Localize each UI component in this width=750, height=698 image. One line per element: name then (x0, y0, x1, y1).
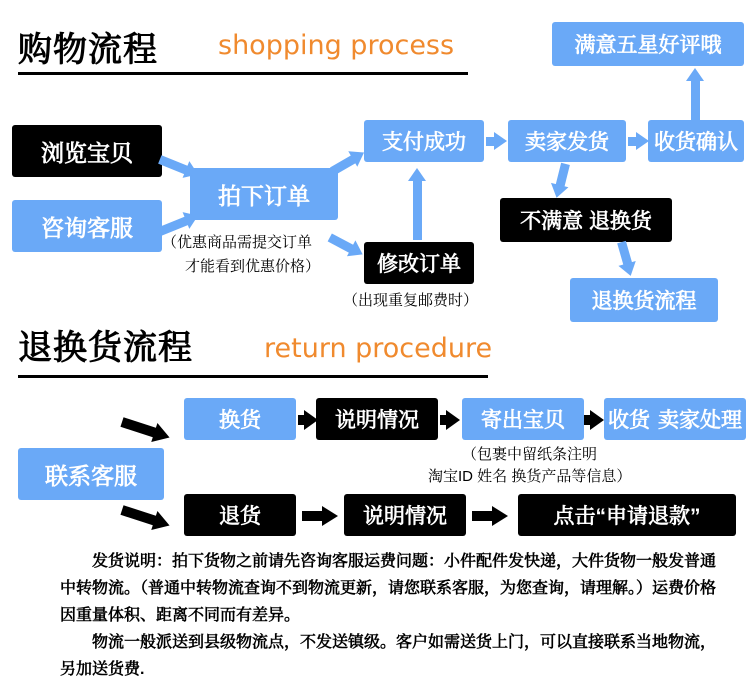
arrow-ship-to-confirm (628, 132, 650, 150)
arrow-exchange-to-explain1 (298, 410, 318, 430)
arrow-browse-to-order (157, 151, 205, 184)
arrow-ship-to-notsatisfied (548, 162, 576, 202)
node-seller-handle-label: 卖家处理 (658, 409, 742, 432)
note-discount-line1: （优惠商品需提交订单 (162, 234, 313, 251)
section-divider-shopping (18, 72, 468, 75)
node-place-order[interactable]: 拍下订单 (190, 168, 338, 220)
arrow-send-to-receive (584, 410, 606, 430)
note-duplicate-freight: （出现重复邮费时） (343, 292, 479, 309)
node-send-item[interactable]: 寄出宝贝 (462, 398, 584, 440)
footer-paragraph-2: 物流一般派送到县级物流点，不发送镇级。客户如需送货上门，可以直接联系当地物流，另加送货费. (60, 634, 717, 678)
node-not-satisfied[interactable]: 不满意 退换货 (500, 198, 672, 242)
node-browse[interactable]: 浏览宝贝 (12, 125, 162, 177)
arrow-contact-to-exchange (119, 412, 178, 448)
note-parcel-line1: （包裹中留纸条注明 (462, 446, 598, 463)
footer-paragraph-1: 发货说明：拍下货物之前请先咨询客服运费问题：小件配件发快递，大件货物一般发普通中转物流。（普通中转物流查询不到物流更新，请您联系客服，为您查询，请理解。）运费价格因重量体积、距离不同而有差异。 (60, 553, 717, 624)
section-subtitle-returns: return procedure (264, 333, 493, 364)
arrow-refund-to-explain2 (302, 506, 342, 526)
arrow-explain2-to-apply (472, 506, 516, 526)
arrow-pay-to-ship (486, 132, 508, 150)
node-receive-seller-handle[interactable] (604, 398, 746, 440)
node-refund[interactable]: 退货 (184, 494, 296, 536)
section-title-shopping: 购物流程 (18, 31, 158, 69)
section-divider-returns (18, 375, 488, 378)
arrow-explain1-to-send (440, 410, 462, 430)
note-parcel-line2: 淘宝ID 姓名 换货产品等信息） (428, 468, 632, 485)
note-discount-line2: 才能看到优惠价格） (185, 258, 321, 275)
node-receive-label: 收货 (608, 409, 650, 432)
arrow-contact-to-refund (119, 500, 178, 536)
node-explain-2[interactable]: 说明情况 (344, 494, 466, 536)
node-consult[interactable]: 咨询客服 (12, 200, 162, 252)
node-pay-success[interactable]: 支付成功 (364, 120, 484, 162)
footer-paragraphs (60, 548, 720, 683)
node-confirm-receipt[interactable]: 收货确认 (648, 120, 744, 162)
arrow-modify-to-pay (408, 168, 428, 240)
arrow-order-to-pay (328, 141, 375, 179)
section-title-returns: 退换货流程 (18, 329, 193, 367)
node-apply-refund[interactable]: 点击“申请退款” (518, 494, 736, 536)
node-exchange[interactable]: 换货 (184, 398, 296, 440)
node-seller-ship[interactable]: 卖家发货 (508, 120, 626, 162)
arrow-notsatisfied-to-returnflow (612, 239, 642, 281)
arrow-order-to-modify (326, 229, 373, 266)
node-modify-order[interactable]: 修改订单 (364, 242, 474, 284)
node-contact-service[interactable]: 联系客服 (18, 448, 164, 500)
node-return-flow[interactable]: 退换货流程 (570, 278, 718, 322)
section-subtitle-shopping: shopping process (218, 30, 455, 61)
node-explain-1[interactable]: 说明情况 (316, 398, 438, 440)
node-five-star[interactable]: 满意五星好评哦 (552, 22, 744, 66)
arrow-confirm-to-fivestar (686, 68, 706, 122)
